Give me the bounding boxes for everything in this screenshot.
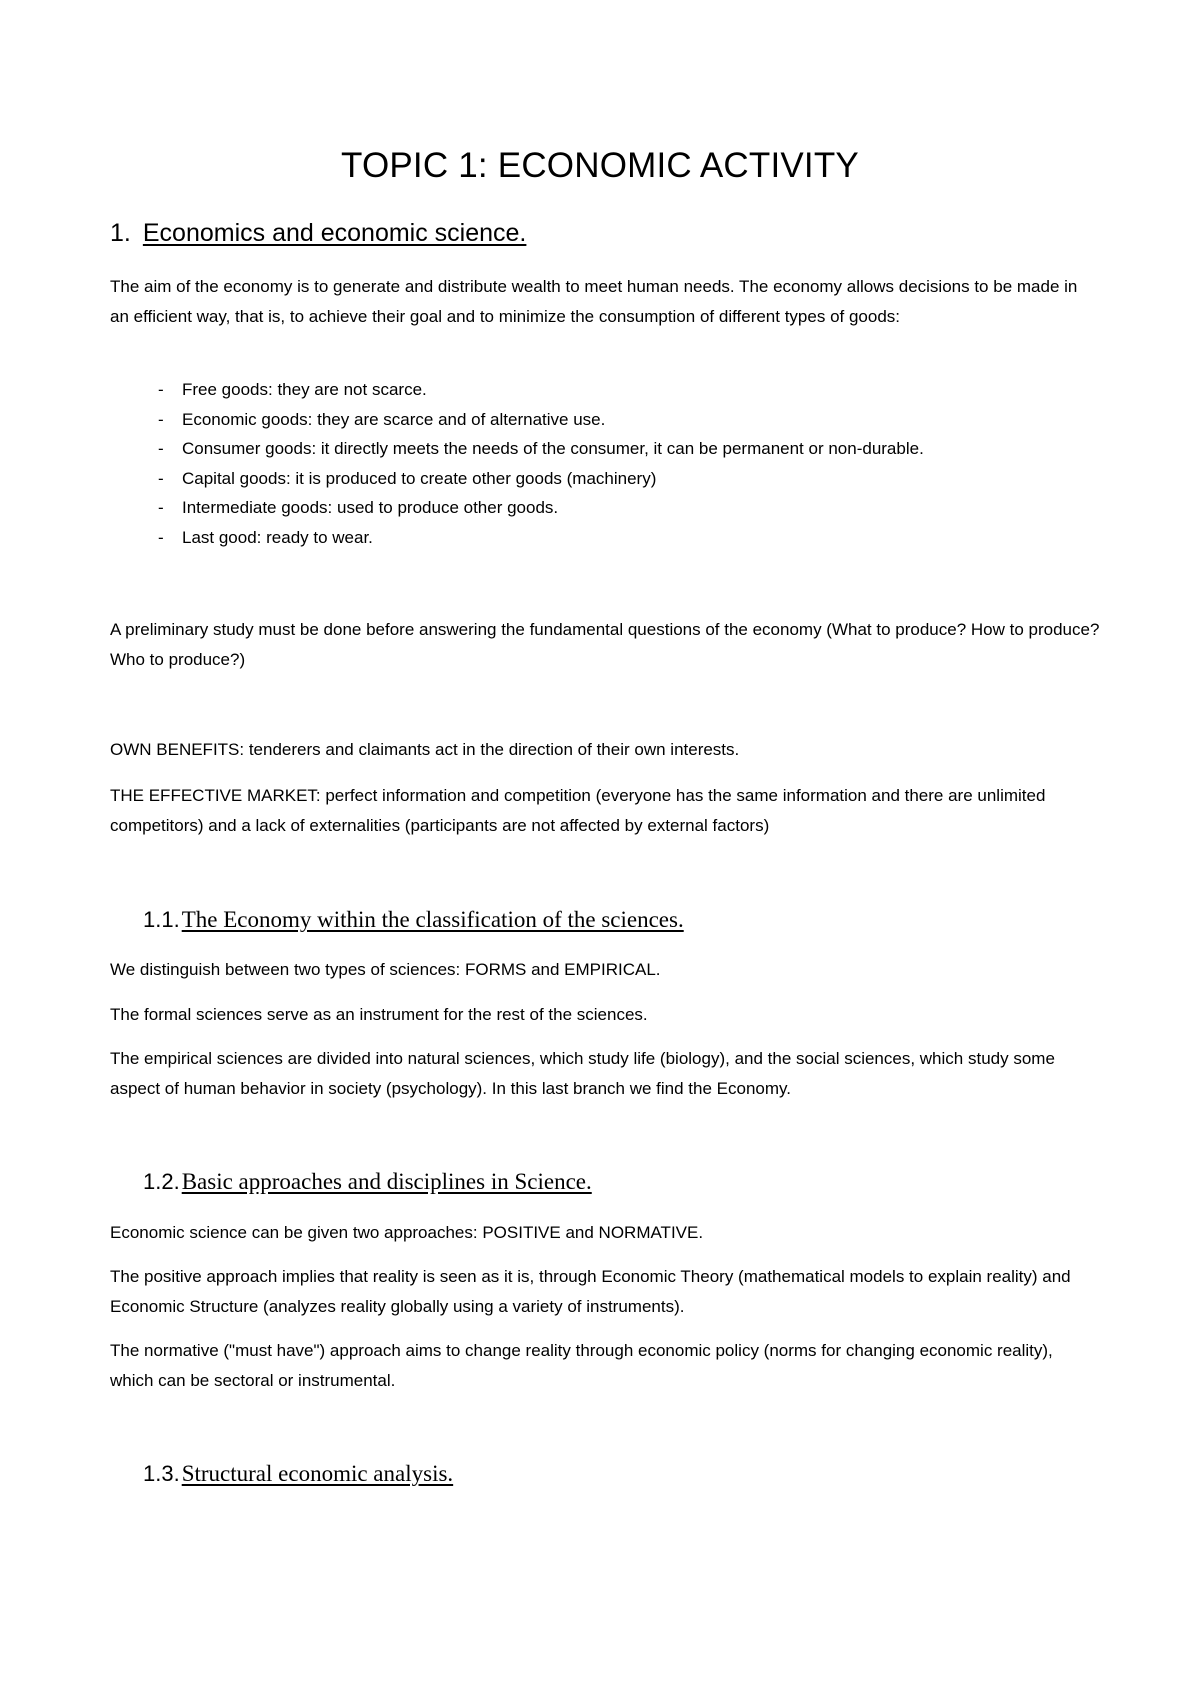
- bullet-marker: -: [158, 409, 164, 429]
- list-item: [110, 523, 1110, 553]
- list-item-text: Economic goods: they are scarce and of alternative use.: [182, 409, 606, 429]
- list-item: [110, 375, 1110, 405]
- list-item-text: Free goods: they are not scarce.: [182, 380, 427, 399]
- paragraph: THE EFFECTIVE MARKET: perfect information and competition (everyone has the same information and there are unlimited competitors) and a lack of externalities (participants are not affected by external factors): [110, 786, 1046, 835]
- paragraph: The positive approach implies that reality is seen as it is, through Economic Theory (mathematical models to explain reality) and Economic Structure (analyzes reality globally using a variety of instruments).: [110, 1267, 1071, 1316]
- section-title: Economics and economic science.: [142, 219, 527, 247]
- goods-list: [110, 375, 1110, 552]
- section-title: Basic approaches and disciplines in Science.: [181, 1169, 592, 1194]
- document-title: TOPIC 1: ECONOMIC ACTIVITY: [341, 146, 859, 185]
- paragraph: Economic science can be given two approaches: POSITIVE and NORMATIVE.: [110, 1223, 704, 1242]
- paragraph: The formal sciences serve as an instrument for the rest of the sciences.: [110, 1005, 648, 1024]
- section-1-3-heading: [143, 1460, 453, 1488]
- paragraph: The normative ("must have") approach aims to change reality through economic policy (norms for changing economic reality), which can be sectoral or instrumental.: [110, 1341, 1053, 1390]
- section-number: 1.: [110, 219, 131, 247]
- list-item-text: Intermediate goods: used to produce other goods.: [182, 498, 559, 517]
- section-1-2-heading: [143, 1168, 592, 1196]
- bullet-marker: -: [158, 380, 164, 399]
- list-item-text: Last good: ready to wear.: [182, 527, 373, 547]
- section-number: 1.2.: [143, 1169, 180, 1194]
- list-item: [110, 405, 1110, 435]
- section-1-1-heading: [143, 906, 684, 934]
- section-title: The Economy within the classification of the sciences.: [181, 907, 684, 932]
- paragraph: OWN BENEFITS: tenderers and claimants act in the direction of their own interests.: [110, 740, 740, 759]
- paragraph: The empirical sciences are divided into natural sciences, which study life (biology), and the social sciences, which study some aspect of human behavior in society (psychology). In this last branch we find the Economy.: [110, 1049, 1055, 1098]
- section-number: 1.1.: [143, 907, 180, 932]
- bullet-marker: -: [158, 527, 164, 547]
- paragraph: The aim of the economy is to generate and distribute wealth to meet human needs. The economy allows decisions to be made in an efficient way, that is, to achieve their goal and to minimize the consumption of different types of goods:: [110, 277, 1078, 326]
- paragraph: We distinguish between two types of sciences: FORMS and EMPIRICAL.: [110, 960, 661, 979]
- bullet-marker: -: [158, 439, 164, 458]
- section-1-heading: [110, 218, 526, 248]
- bullet-marker: -: [158, 498, 164, 517]
- list-item-text: Consumer goods: it directly meets the needs of the consumer, it can be permanent or non-durable.: [182, 439, 924, 458]
- list-item-text: Capital goods: it is produced to create other goods (machinery): [182, 468, 657, 488]
- section-title: Structural economic analysis.: [181, 1461, 454, 1486]
- list-item: [110, 464, 1110, 494]
- section-number: 1.3.: [143, 1461, 180, 1486]
- list-item: [110, 493, 1110, 523]
- bullet-marker: -: [158, 468, 164, 488]
- paragraph: A preliminary study must be done before answering the fundamental questions of the economy (What to produce? How to produce? Who to produce?): [110, 620, 1100, 669]
- list-item: [110, 434, 1110, 464]
